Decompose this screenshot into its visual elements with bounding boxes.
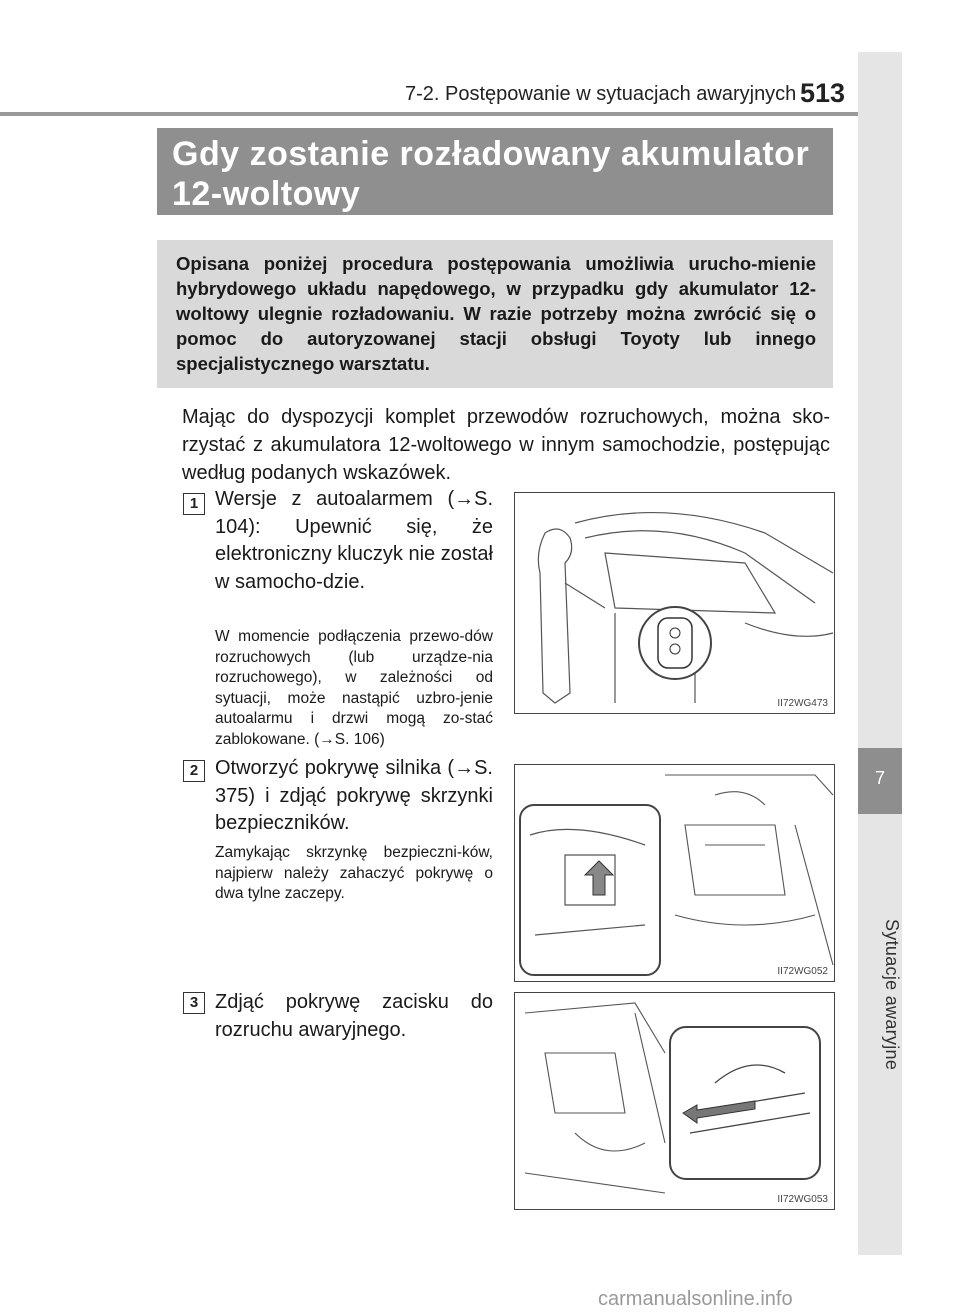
running-header-section: 7-2. Postępowanie w sytuacjach awaryjnych	[405, 83, 797, 105]
chapter-label: Sytuacje awaryjne	[882, 919, 902, 1071]
step-text-2: Otworzyć pokrywę silnika (→S. 375) i zdjąć pokrywę skrzynki bezpieczników.	[215, 757, 493, 834]
engine-bay-illustration	[515, 765, 834, 981]
chapter-number: 7	[874, 768, 885, 788]
page-title: Gdy zostanie rozładowany akumulator 12-woltowy	[172, 135, 810, 213]
figure-door-key	[514, 492, 835, 714]
header-rule	[0, 112, 858, 116]
step-number-1: 1	[183, 493, 205, 515]
step-number-2: 2	[183, 760, 205, 782]
figure-fuse-box	[514, 764, 835, 982]
terminal-cover-illustration	[515, 993, 834, 1209]
step-text-3: Zdjąć pokrywę zacisku do rozruchu awaryjnego.	[215, 991, 493, 1041]
intro-text: Opisana poniżej procedura postępowania umożliwia urucho-mienie hybrydowego układu napędowego, w przypadku gdy akumulator 12-woltowy ulegnie rozładowaniu. W razie potrzeby można zwrócić się o pomoc do autoryzowanej stacji obsługi Toyoty lub innego specjalistycznego warsztatu.	[176, 253, 816, 374]
step-note-2: Zamykając skrzynkę bezpieczni-ków, najpierw należy zahaczyć pokrywę o dwa tylne zaczepy.	[215, 844, 493, 902]
figure-code-1: II72WG473	[777, 698, 828, 709]
figure-code-2: II72WG052	[777, 966, 828, 977]
step-number-3: 3	[183, 992, 205, 1014]
figure-code-3: II72WG053	[777, 1194, 828, 1205]
step-text-1: Wersje z autoalarmem (→S. 104): Upewnić się, że elektroniczny kluczyk nie został w samocho-dzie.	[215, 488, 493, 593]
car-door-illustration	[515, 493, 834, 713]
step-note-1: W momencie podłączenia przewo-dów rozruchowych (lub urządze-nia rozruchowego), w zależności od sytuacji, może nastąpić uzbro-jenie autoalarmu i drzwi mogą zo-stać zablokowane. (→S. 106)	[215, 628, 493, 748]
page-number: 513	[800, 78, 846, 108]
watermark: carmanualsonline.info	[598, 1288, 793, 1310]
body-paragraph: Mając do dyspozycji komplet przewodów rozruchowych, można sko-rzystać z akumulatora 12-woltowego w innym samochodzie, postępując według podanych wskazówek.	[182, 406, 830, 484]
figure-jump-terminal	[514, 992, 835, 1210]
